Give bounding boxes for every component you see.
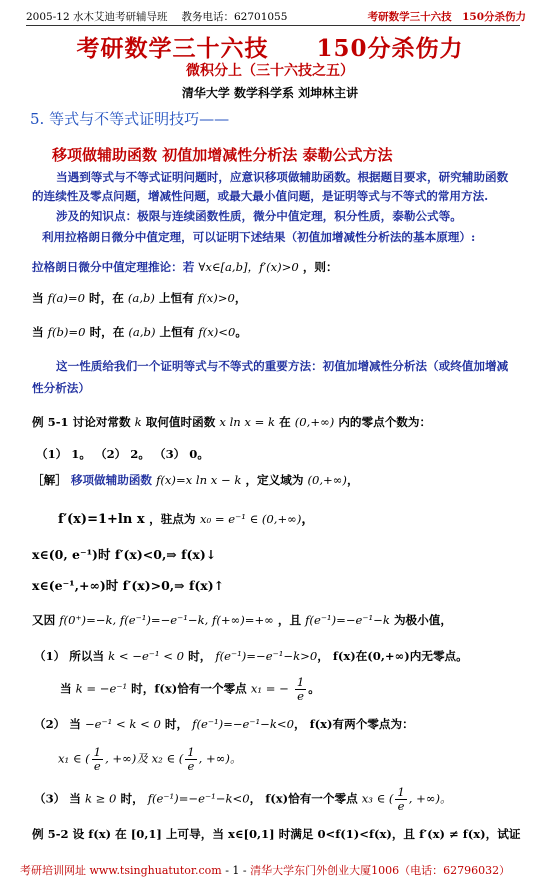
corollary-condition: ∀x∈[a,b]，f′(x)>0 — [198, 260, 299, 274]
frac-den: e — [187, 759, 195, 773]
corollary-case-2: 当 f(b)=0 时，在 (a,b) 上恒有 f(x)<0。 — [32, 325, 247, 339]
c2-pre: （2） 当 — [34, 717, 81, 731]
fraction-1-over-e-3 — [185, 746, 196, 773]
solution-domain-pre: ，定义域为 — [245, 473, 304, 487]
running-header — [26, 9, 526, 24]
case-1b-line: 当 k = −e⁻¹ 时，f(x)恰有一个零点 x₁ = − $\frac{1}{e}$ 。 — [60, 675, 320, 703]
corollary-line — [32, 259, 338, 275]
c1b-x: x₁ = − — [250, 681, 289, 696]
c3-cond: k ≥ 0 — [84, 791, 117, 806]
c3-mid: 时， — [120, 791, 144, 806]
case1-math: f(a)=0 — [47, 291, 85, 305]
case-1-line: （1） 所以当 k < −e⁻¹ < 0 时， f(e⁻¹)=−e⁻¹−k>0， f(x)在(0,+∞)内无零点。 — [34, 649, 468, 663]
case-2-line: （2） 当 −e⁻¹ < k < 0 时， f(e⁻¹)=−e⁻¹−k<0， f(x)有两个零点为： — [34, 717, 414, 731]
header-rule — [26, 25, 520, 26]
footer-right: 清华大学东门外创业大厦1006（电话：62796032） — [250, 864, 511, 877]
c3-val: f(e⁻¹)=−e⁻¹−k<0 — [147, 791, 250, 806]
case1-pre: 当 — [32, 291, 44, 305]
frac-den: e — [297, 689, 304, 703]
decreasing-line: x∈(0, e⁻¹)时 f′(x)<0,⇒ f(x)↓ — [32, 547, 217, 562]
c2b-x1: x₁ ∈ ( — [58, 751, 90, 766]
header-right: 考研数学三十六技 150分杀伤力 — [367, 11, 526, 23]
stationary-point: x₀ = e⁻¹ ∈ (0,+∞) — [200, 512, 302, 526]
c1-mid: 时， — [188, 649, 212, 663]
c2-res: f(x)有两个零点为： — [309, 717, 414, 731]
corollary-then: ，则： — [302, 260, 338, 274]
c2b-end: , +∞)。 — [198, 751, 242, 766]
ex1-tail: 内的零点个数为： — [338, 415, 432, 429]
c3-pre: （3） 当 — [34, 791, 81, 806]
stationary-pre: ，驻点为 — [149, 512, 196, 526]
case2-result: f(x)<0 — [198, 325, 236, 339]
frac-den: e — [93, 759, 101, 773]
corollary-label: 拉格朗日微分中值定理推论：若 — [32, 260, 195, 274]
c2b-and: , +∞)及 x₂ ∈ ( — [105, 751, 184, 766]
case1-interval: (a,b) — [127, 291, 155, 305]
example-1-statement — [32, 414, 431, 430]
derivative: f′(x)=1+ln x — [58, 512, 145, 527]
values: f(0⁺)=−k, f(e⁻¹)=−e⁻¹−k, f(+∞)=+∞ — [59, 613, 274, 627]
header-left: 2005-12 水木艾迪考研辅导班 — [26, 11, 168, 23]
solution-domain: (0,+∞) — [307, 473, 347, 487]
frac-den: e — [397, 799, 405, 813]
case2-mid: 时，在 — [89, 325, 125, 339]
example-1-options: （1） 1。 （2） 2。 （3） 0。 — [36, 447, 209, 461]
solution-label: ［解］ — [32, 473, 67, 487]
page-footer — [20, 862, 520, 878]
c1-cond: k < −e⁻¹ < 0 — [108, 649, 185, 663]
fraction-1-over-e — [295, 676, 306, 703]
ex1-interval: (0,+∞) — [294, 415, 335, 429]
property-paragraph: 这一性质给我们一个证明等式与不等式的重要方法：初值加增减性分析法（或终值加增减性分析法） — [32, 359, 509, 395]
intro-paragraph-1: 当遇到等式与不等式证明问题时，应意识移项做辅助函数。根据题目要求，研究辅助函数的连续性及零点问题，增减性问题，或最大最小值问题，是证明等式与不等式的常用方法. — [32, 170, 509, 203]
case2-pre: 当 — [32, 325, 44, 339]
corollary-case-1: 当 f(a)=0 时，在 (a,b) 上恒有 f(x)>0， — [32, 291, 247, 305]
solution-func: f(x)=x ln x − k — [156, 473, 242, 487]
fraction-1-over-e-2 — [92, 746, 103, 773]
c1-val: f(e⁻¹)=−e⁻¹−k>0 — [215, 649, 318, 663]
c1-res: f(x)在(0,+∞)内无零点。 — [332, 649, 468, 663]
c2-cond: −e⁻¹ < k < 0 — [84, 717, 161, 731]
values-min: f(e⁻¹)=−e⁻¹−k — [305, 613, 390, 627]
ex1-func: x ln x = k — [219, 415, 276, 429]
values-post: 为极小值， — [393, 613, 452, 627]
case-3-line: （3） 当 k ≥ 0 时， f(e⁻¹)=−e⁻¹−k<0， f(x)恰有一个零点 x₃ ∈ ( $\frac{1}{e}$ , +∞)。 — [34, 785, 452, 813]
ex1-mid: 取何值时函数 — [145, 415, 216, 429]
intro-paragraph-3: 利用拉格朗日微分中值定理，可以证明下述结果（初值加增减性分析法的基本原理）: — [42, 230, 476, 244]
page-subtitle: 微积分上（三十六技之五） — [186, 63, 354, 79]
intro-paragraph-2: 涉及的知识点：极限与连续函数性质，微分中值定理，积分性质，泰勒公式等。 — [56, 209, 462, 223]
c3-end: , +∞)。 — [408, 791, 452, 806]
frac-num: 1 — [296, 675, 305, 689]
case-2b-line — [58, 746, 242, 773]
footer-left: 考研培训网址 www.tsinghuatutor.com — [20, 864, 222, 877]
c1b-cond: k = −e⁻¹ — [75, 681, 128, 696]
page-title: 考研数学三十六技 150分杀伤力 — [76, 35, 464, 62]
example-2-statement: 例 5-2 设 f(x) 在 [0,1] 上可导，当 x∈[0,1] 时满足 0<f(1)<f(x)，且 f′(x) ≠ f(x)，试证 — [32, 827, 521, 841]
case2-post: 上恒有 — [159, 325, 195, 339]
increasing-line: x∈(e⁻¹,+∞)时 f′(x)>0,⇒ f(x)↑ — [32, 578, 225, 593]
ex1-label: 例 5-1 讨论对常数 — [32, 415, 131, 429]
c1b-pre: 当 — [60, 681, 72, 696]
c3-x: x₃ ∈ ( — [361, 791, 394, 806]
case1-result: f(x)>0 — [197, 291, 235, 305]
ex1-in: 在 — [279, 415, 291, 429]
c2-mid: 时， — [164, 717, 189, 731]
case1-mid: 时，在 — [89, 291, 124, 305]
c1-pre: （1） 所以当 — [34, 649, 105, 663]
c3-res: f(x)恰有一个零点 — [265, 791, 358, 806]
values-mid: ，且 — [277, 613, 302, 627]
values-line — [32, 612, 452, 628]
solution-text: 移项做辅助函数 — [70, 473, 153, 487]
c2-val: f(e⁻¹)=−e⁻¹−k<0 — [192, 717, 295, 731]
frac-num: 1 — [397, 785, 405, 799]
page-number: - 1 - — [225, 864, 247, 877]
case1-post: 上恒有 — [159, 291, 194, 305]
derivative-line: f′(x)=1+ln x ，驻点为 x₀ = e⁻¹ ∈ (0,+∞)， — [58, 512, 315, 527]
ex1-k: k — [134, 415, 142, 429]
header-middle: 教务电话：62701055 — [181, 11, 288, 23]
case2-math: f(b)=0 — [47, 325, 86, 339]
fraction-1-over-e-4 — [395, 786, 406, 813]
frac-num: 1 — [93, 745, 102, 759]
frac-num: 1 — [187, 745, 195, 759]
values-pre: 又因 — [32, 613, 56, 627]
solution-line: ［解］ 移项做辅助函数 f(x)=x ln x − k ，定义域为 (0,+∞)， — [32, 473, 359, 487]
section-heading: 5. 等式与不等式证明技巧—— — [30, 110, 230, 128]
subsection-heading: 移项做辅助函数 初值加增减性分析法 泰勒公式方法 — [52, 146, 393, 164]
c1b-mid: 时，f(x)恰有一个零点 — [131, 681, 247, 696]
case2-interval: (a,b) — [128, 325, 156, 339]
lecturer-line: 清华大学 数学科学系 刘坤林主讲 — [181, 86, 359, 100]
